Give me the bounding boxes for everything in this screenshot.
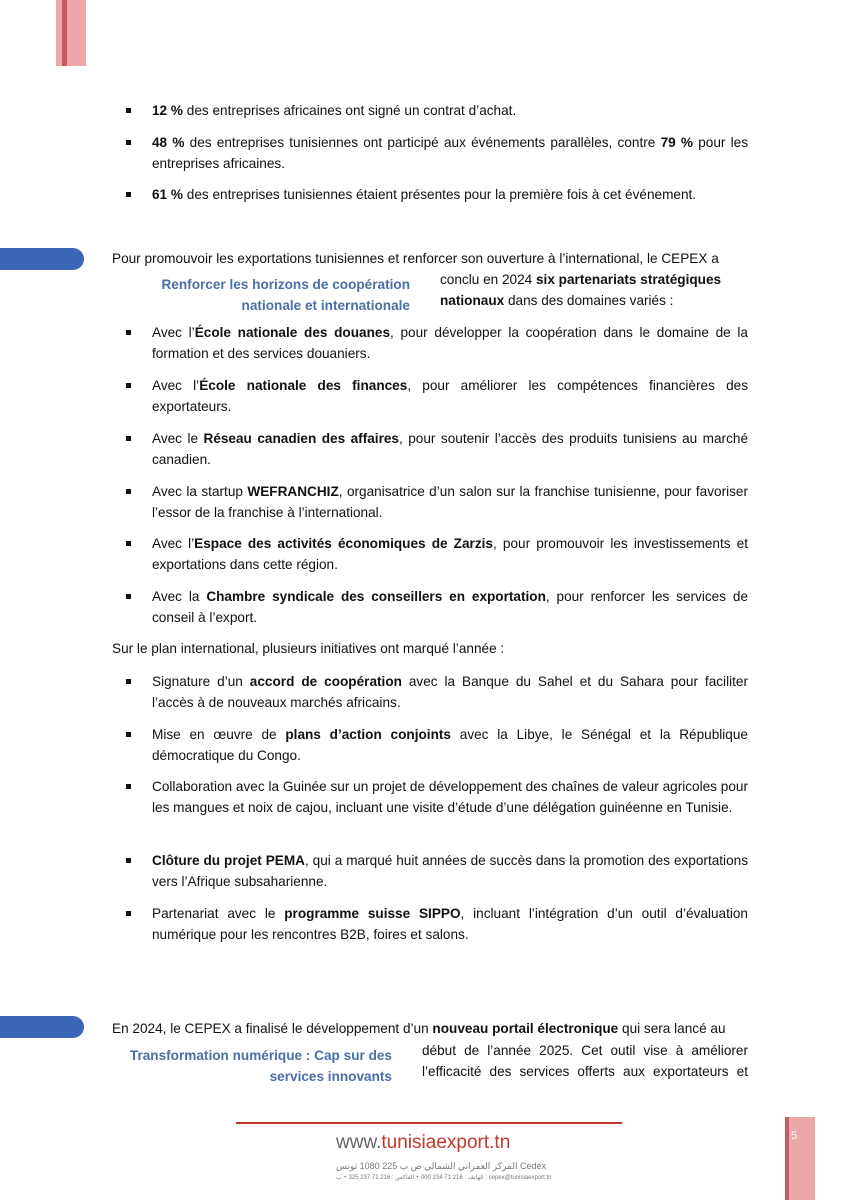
section-title [110, 274, 410, 316]
section-title [90, 1045, 392, 1087]
list-item [126, 671, 748, 713]
list-item-text: 12 % des entreprises africaines ont signé un contrat d’achat. [152, 103, 517, 118]
bullet-marker [126, 732, 131, 737]
bullet-marker [126, 911, 131, 916]
list-item-text: Partenariat avec le programme suisse SIPPO, incluant l’intégration d’un outil d’évaluation numérique pour les rencontres B2B, foires et salons. [152, 906, 748, 942]
list-item [126, 533, 748, 575]
list-item [126, 586, 748, 628]
list-item [126, 132, 748, 174]
footer-url-domain: tunisiaexport.tn [381, 1132, 511, 1153]
list-item-text: Avec la startup WEFRANCHIZ, organisatrice d’un salon sur la franchise tunisienne, pour favoriser l’essor de la franchise à l’international. [152, 484, 749, 520]
bullet-marker [126, 489, 131, 494]
page-number: 5 [791, 1130, 798, 1142]
list-item-text: Mise en œuvre de plans d’action conjoints avec la Libye, le Sénégal et la République démocratique du Congo. [152, 727, 748, 763]
section-title-line: Renforcer les horizons de coopération [161, 277, 410, 292]
digital-paragraph-cont: début de l’année 2025. Cet outil vise à améliorer l’efficacité des services offerts aux exportateurs et [422, 1043, 748, 1079]
section-marker [0, 1016, 84, 1038]
list-item-text: Avec l’Espace des activités économiques de Zarzis, pour promouvoir les investissements et exportations dans cette région. [152, 536, 748, 572]
digital-paragraph-line: En 2024, le CEPEX a finalisé le développement d’un nouveau portail électronique qui sera lancé au [112, 1021, 726, 1036]
bullet-marker [126, 383, 131, 388]
footer-url-prefix: www. [336, 1132, 382, 1153]
bullet-marker [126, 541, 131, 546]
bullet-marker [126, 594, 131, 599]
bullet-marker [126, 140, 131, 145]
list-item [126, 428, 748, 470]
bullet-marker [126, 330, 131, 335]
section-title-line: nationale et internationale [241, 298, 410, 313]
list-item-text: Avec l’École nationale des finances, pour améliorer les compétences financières des exportateurs. [152, 378, 748, 414]
list-item [126, 481, 748, 523]
list-item-text: Signature d’un accord de coopération avec la Banque du Sahel et du Sahara pour faciliter l’accès à de nouveaux marchés africains. [152, 674, 748, 710]
section-title-line: Transformation numérique : Cap sur des [129, 1048, 392, 1063]
list-item [126, 724, 748, 766]
list-item-text: Clôture du projet PEMA, qui a marqué huit années de succès dans la promotion des exportations vers l’Afrique subsaharienne. [152, 853, 748, 889]
footer-address [336, 1160, 552, 1184]
list-item [126, 776, 748, 818]
bullet-marker [126, 436, 131, 441]
footer-address-line: المركز العمراني الشمالي ص ب 225 1080 تونس Cedex [336, 1161, 546, 1171]
bullet-marker [126, 192, 131, 197]
list-item [126, 184, 748, 205]
list-item [126, 322, 748, 364]
footer-rule [236, 1122, 622, 1124]
list-item-text: Avec l’École nationale des douanes, pour développer la coopération dans le domaine de la formation et des services douaniers. [152, 325, 748, 361]
page-number-tab [785, 1117, 815, 1200]
section-title-line: services innovants [269, 1069, 392, 1084]
list-item-text: Avec la Chambre syndicale des conseillers en exportation, pour renforcer les services de conseil à l’export. [152, 589, 749, 625]
intl-intro: Sur le plan international, plusieurs initiatives ont marqué l’année : [112, 641, 505, 656]
list-item-text: Collaboration avec la Guinée sur un projet de développement des chaînes de valeur agricoles pour les mangues et noix de cajou, incluant une visite d’étude d’une délégation guinéenne en Tunisie. [152, 779, 748, 815]
list-item [126, 375, 748, 417]
list-item-text: 48 % des entreprises tunisiennes ont participé aux événements parallèles, contre 79 % pour les entreprises africaines. [152, 135, 749, 171]
intro-paragraph: Pour promouvoir les exportations tunisiennes et renforcer son ouverture à l’international, le CEPEX a [112, 251, 719, 266]
section-marker [0, 248, 84, 270]
list-item [126, 100, 748, 121]
top-decoration [56, 0, 86, 66]
bullet-marker [126, 679, 131, 684]
intro-continuation: conclu en 2024 six partenariats stratégiques nationaux dans des domaines variés : [440, 272, 722, 308]
list-item-text: Avec le Réseau canadien des affaires, pour soutenir l’accès des produits tunisiens au marché canadien. [152, 431, 749, 467]
footer-url [336, 1132, 536, 1154]
list-item [126, 903, 748, 945]
bullet-marker [126, 108, 131, 113]
footer-address-line: الهاتف : 216 71 234 000 + الفاكس : 216 71 237 325 + ب : cepex@tunisiaexport.tn [336, 1175, 552, 1181]
list-item-text: 61 % des entreprises tunisiennes étaient présentes pour la première fois à cet événement. [152, 187, 697, 202]
bullet-marker [126, 858, 131, 863]
list-item [126, 850, 748, 892]
bullet-marker [126, 784, 131, 789]
